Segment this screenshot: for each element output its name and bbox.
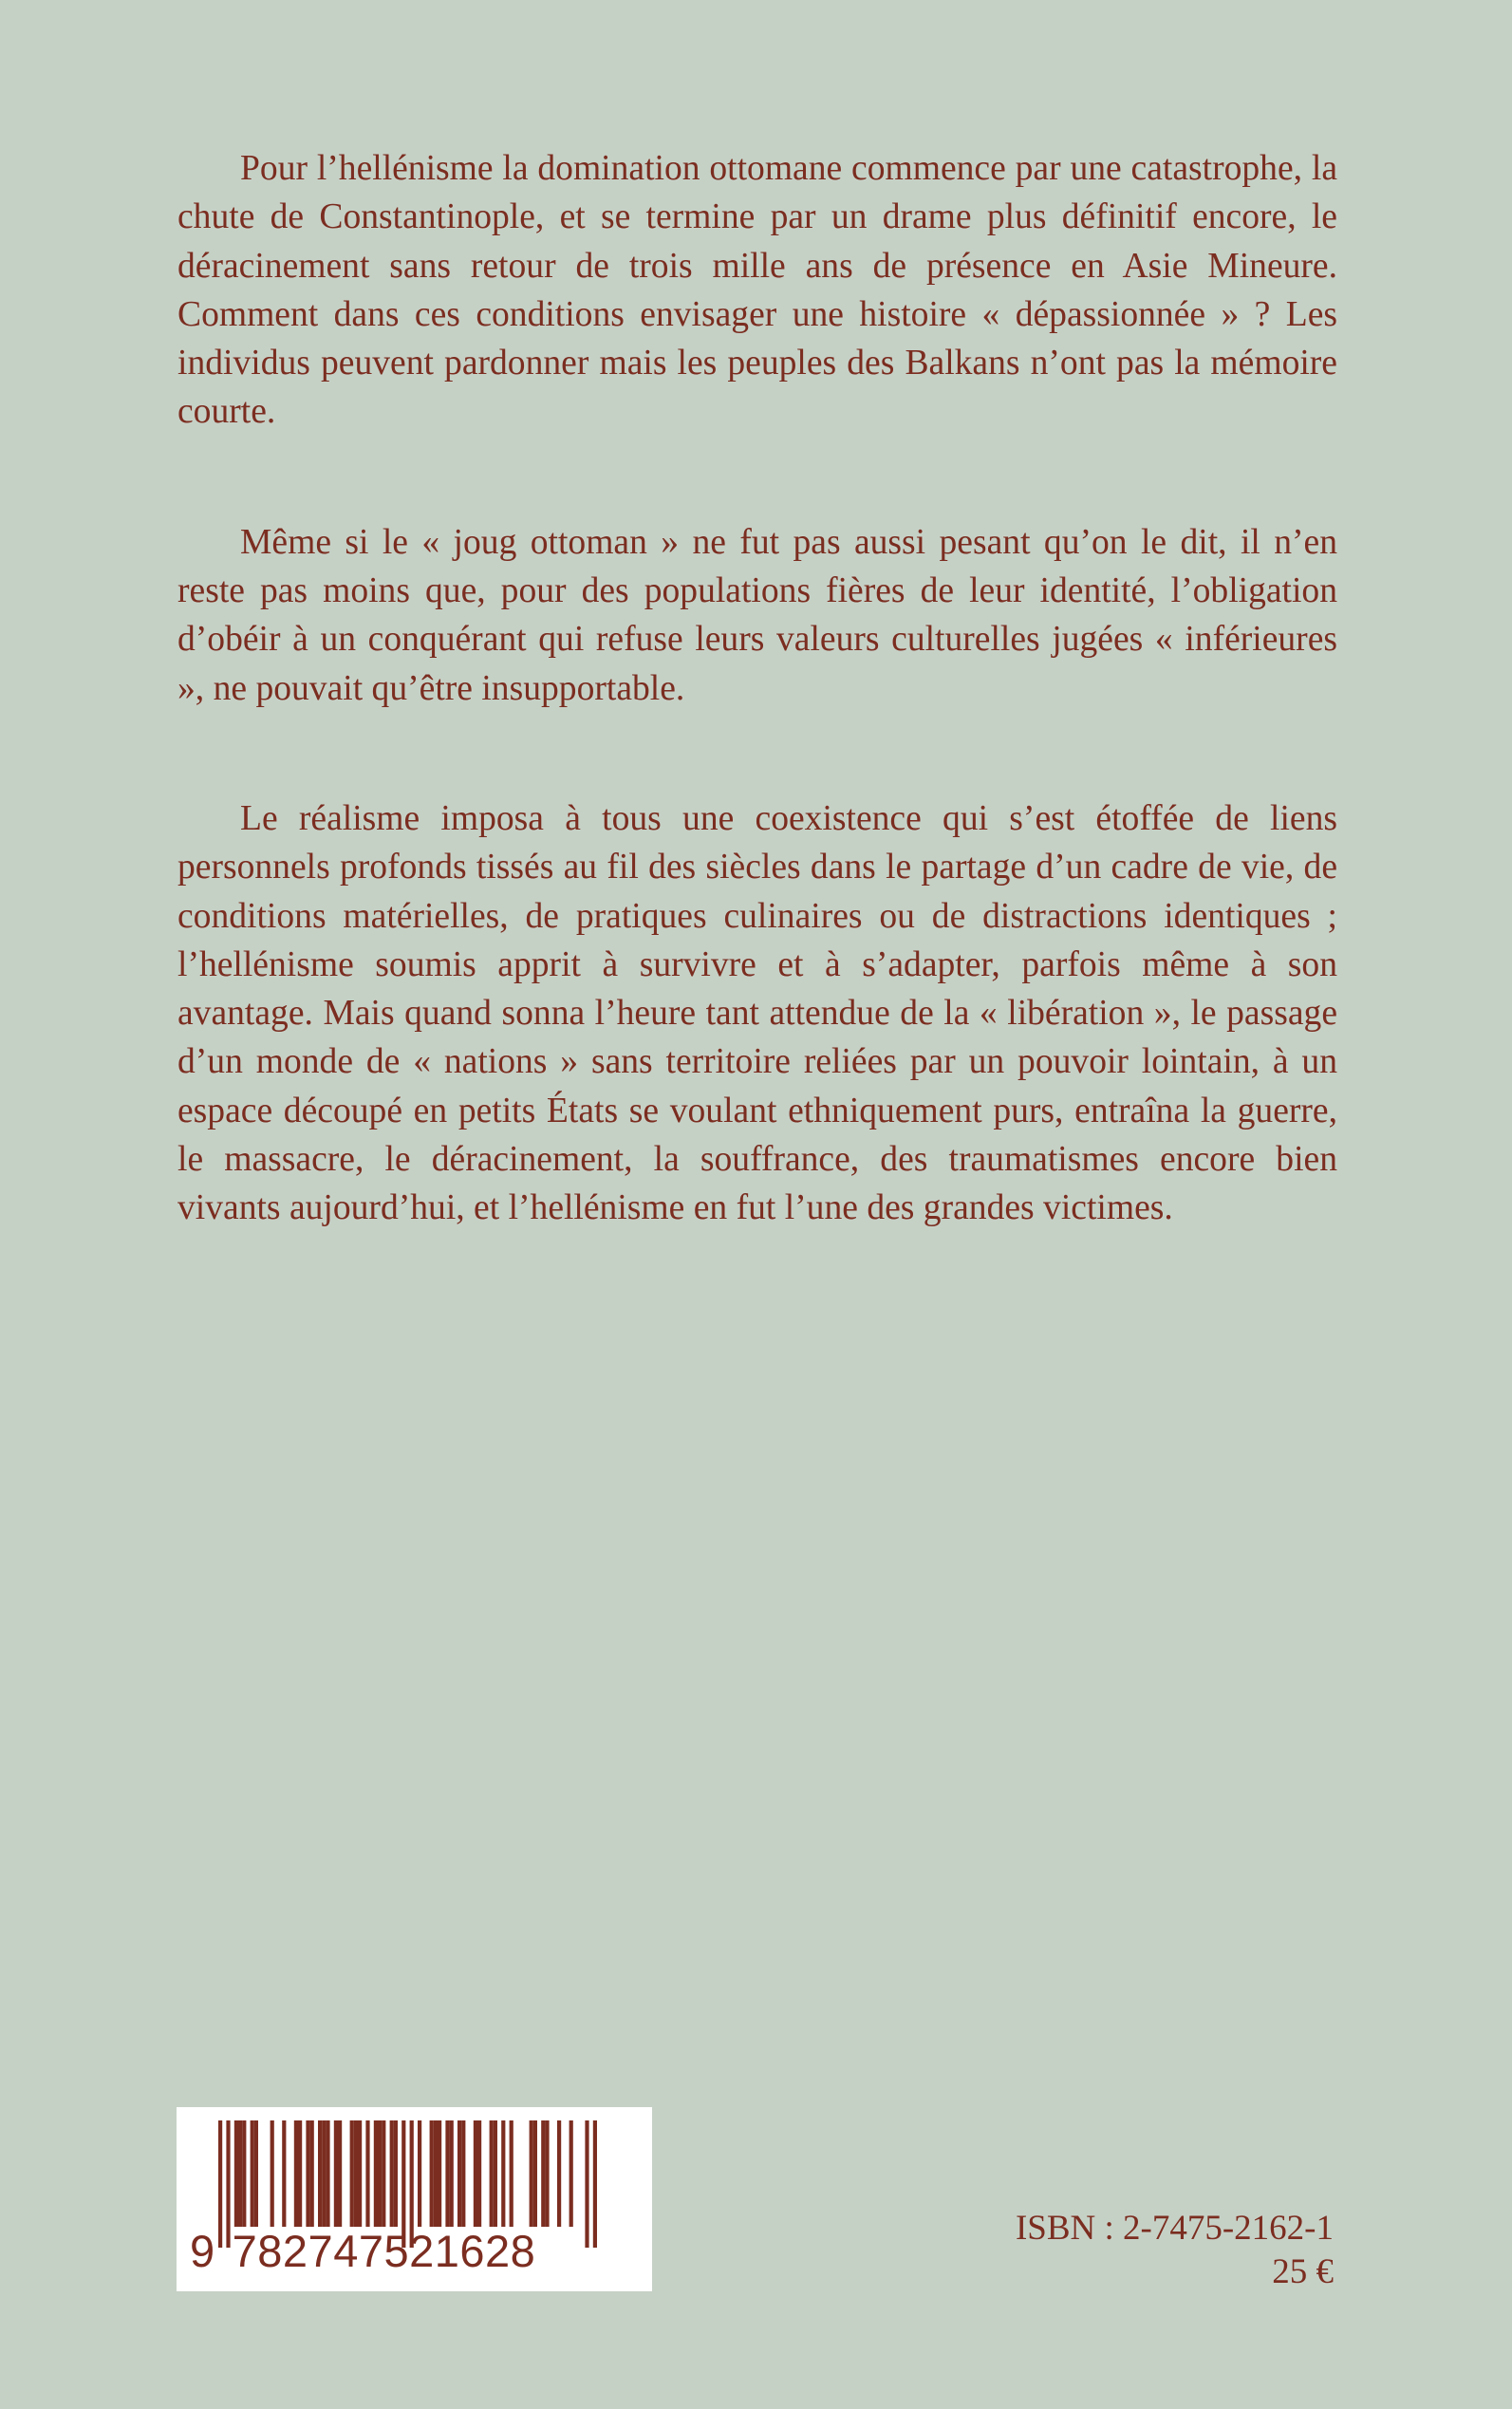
barcode-bar <box>390 2120 394 2227</box>
barcode-bar <box>306 2120 309 2227</box>
blurb-paragraph-3: Le réalisme imposa à tous une coexistence qui s’est étoffée de liens personnels profonds tissés au fil des siècles dans le partage d’un cadre de vie, de conditions matérielles, de pratiques culinaires ou de distractions identiques ; l’hellénisme soumis apprit à survivre et à s’adapter, parfois même à son avantage. Mais quand sonna l’heure tant attendue de la « libération », le passage d’un monde de « nations » sans territoire reliées par un pouvoir lointain, à un espace découpé en petits États se voulant ethniquement purs, entraîna la guerre, le massacre, le déracinement, la souffrance, des traumatismes encore bien vivants aujourd’hui, et l’hellénisme en fut l’une des grandes victimes. <box>177 798 1337 1228</box>
blurb-text <box>177 144 1337 1315</box>
barcode-bar <box>298 2120 302 2227</box>
barcode-digits <box>190 2227 645 2276</box>
barcode-bar <box>242 2120 246 2227</box>
blurb-paragraph-2: Même si le « joug ottoman » ne fut pas aussi pesant qu’on le dit, il n’en reste pas moins que, pour des populations fières de leur identité, l’obligation d’obéir à un conquérant qui refuse leurs valeurs culturelles jugées « inférieures », ne pouvait qu’être insupportable. <box>177 522 1337 708</box>
barcode-bar <box>326 2120 329 2227</box>
barcode-bar <box>418 2120 421 2227</box>
price-label: 25 € <box>1272 2252 1334 2291</box>
barcode-bar <box>545 2120 549 2227</box>
barcode-bar <box>234 2120 238 2227</box>
barcode-bar <box>394 2120 398 2227</box>
barcode-bar <box>434 2120 438 2227</box>
barcode-bar <box>374 2120 378 2227</box>
barcode-bar <box>354 2120 358 2227</box>
isbn-label: ISBN : 2-7475-2162-1 <box>1015 2209 1334 2248</box>
barcode-bar <box>338 2120 342 2227</box>
barcode-left-group: 782747 <box>232 2226 384 2276</box>
barcode-bar <box>294 2120 298 2227</box>
barcode-bar <box>461 2120 465 2227</box>
barcode-bar <box>533 2120 537 2227</box>
barcode-bar <box>251 2120 254 2227</box>
barcode-bar <box>510 2120 513 2227</box>
barcode <box>177 2107 652 2291</box>
barcode-bar <box>541 2120 545 2227</box>
barcode-bar <box>238 2120 242 2227</box>
barcode-bar <box>490 2120 494 2227</box>
barcode-bar <box>365 2120 369 2227</box>
blurb-paragraph-1: Pour l’hellénisme la domination ottomane commence par une catastrophe, la chute de Constantinople, et se termine par un drame plus définitif encore, le déracinement sans retour de trois mille ans de présence en Asie Mineure. Comment dans ces conditions envisager une histoire « dépassionnée » ? Les individus peuvent pardonner mais les peuples des Balkans n’ont pas la mémoire courte. <box>177 149 1337 432</box>
barcode-bar <box>378 2120 382 2227</box>
barcode-bar <box>557 2120 561 2227</box>
barcode-bar <box>445 2120 449 2227</box>
barcode-bar <box>382 2120 385 2227</box>
barcode-right-group: 521628 <box>383 2226 536 2276</box>
barcode-first-digit: 9 <box>190 2226 215 2276</box>
barcode-bar <box>530 2120 533 2227</box>
barcode-bar <box>282 2120 286 2227</box>
barcode-bar <box>430 2120 434 2227</box>
barcode-bar <box>477 2120 481 2227</box>
barcode-bar <box>310 2120 314 2227</box>
barcode-bar <box>318 2120 322 2227</box>
barcode-bar <box>569 2120 573 2227</box>
barcode-bar <box>474 2120 477 2227</box>
barcode-bar <box>322 2120 326 2227</box>
barcode-bar <box>358 2120 362 2227</box>
barcode-bar <box>334 2120 338 2227</box>
barcode-bar <box>271 2120 274 2227</box>
barcode-bar <box>501 2120 505 2227</box>
barcode-bar <box>457 2120 461 2227</box>
barcode-bar <box>350 2120 354 2227</box>
barcode-bar <box>254 2120 258 2227</box>
barcode-bar <box>438 2120 441 2227</box>
barcode-bar <box>450 2120 454 2227</box>
barcode-bar <box>494 2120 497 2227</box>
